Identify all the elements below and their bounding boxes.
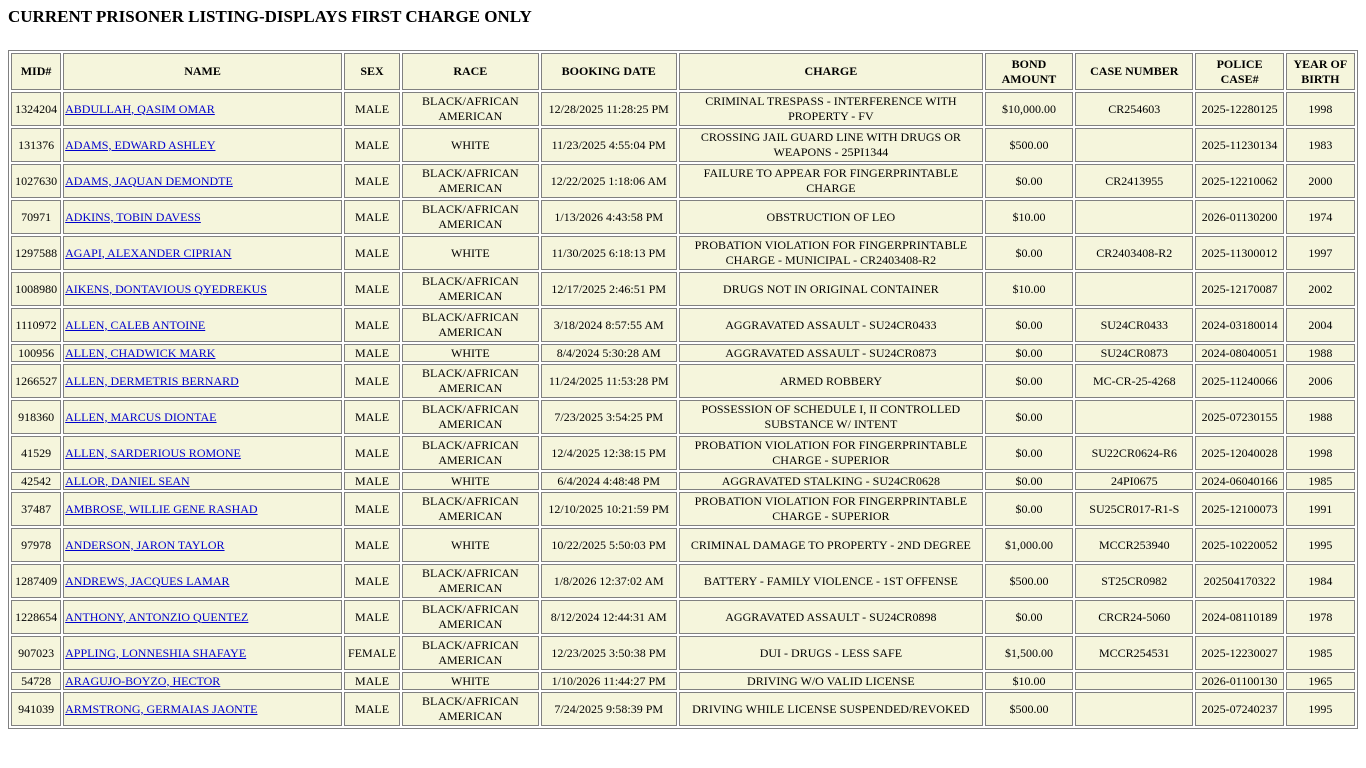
sex-cell: MALE: [344, 400, 400, 434]
prisoner-name-link[interactable]: ANDERSON, JARON TAYLOR: [65, 537, 225, 552]
case-number-cell: [1075, 692, 1193, 726]
race-cell: BLACK/AFRICAN AMERICAN: [402, 308, 538, 342]
prisoner-name-link[interactable]: ABDULLAH, QASIM OMAR: [65, 101, 215, 116]
prisoner-name-link[interactable]: ARAGUJO-BOYZO, HECTOR: [65, 673, 221, 688]
name-cell: [63, 564, 342, 598]
column-header-year-of-birth: YEAR OF BIRTH: [1286, 53, 1355, 90]
mid-cell: 37487: [11, 492, 61, 526]
charge-cell: DUI - DRUGS - LESS SAFE: [679, 636, 983, 670]
prisoner-name-link[interactable]: ALLEN, CALEB ANTOINE: [65, 317, 206, 332]
year-of-birth-cell: 1984: [1286, 564, 1355, 598]
charge-cell: BATTERY - FAMILY VIOLENCE - 1ST OFFENSE: [679, 564, 983, 598]
booking-date-cell: 12/22/2025 1:18:06 AM: [541, 164, 677, 198]
bond-amount-cell: $10,000.00: [985, 92, 1073, 126]
booking-date-cell: 7/23/2025 3:54:25 PM: [541, 400, 677, 434]
race-cell: BLACK/AFRICAN AMERICAN: [402, 272, 538, 306]
police-case-cell: 2025-12040028: [1195, 436, 1283, 470]
prisoner-name-link[interactable]: ANDREWS, JACQUES LAMAR: [65, 573, 230, 588]
name-cell: [63, 272, 342, 306]
police-case-cell: 202504170322: [1195, 564, 1283, 598]
race-cell: BLACK/AFRICAN AMERICAN: [402, 436, 538, 470]
case-number-cell: CR2413955: [1075, 164, 1193, 198]
prisoner-name-link[interactable]: ADAMS, EDWARD ASHLEY: [65, 137, 216, 152]
mid-cell: 941039: [11, 692, 61, 726]
table-row: [11, 200, 1355, 234]
police-case-cell: 2024-06040166: [1195, 472, 1283, 490]
column-header-booking-date: BOOKING DATE: [541, 53, 677, 90]
bond-amount-cell: $10.00: [985, 672, 1073, 690]
bond-amount-cell: $0.00: [985, 364, 1073, 398]
mid-cell: 1110972: [11, 308, 61, 342]
sex-cell: MALE: [344, 272, 400, 306]
table-row: [11, 308, 1355, 342]
name-cell: [63, 472, 342, 490]
table-row: [11, 128, 1355, 162]
race-cell: WHITE: [402, 344, 538, 362]
name-cell: [63, 308, 342, 342]
name-cell: [63, 528, 342, 562]
mid-cell: 97978: [11, 528, 61, 562]
name-cell: [63, 200, 342, 234]
booking-date-cell: 12/28/2025 11:28:25 PM: [541, 92, 677, 126]
police-case-cell: 2025-12230027: [1195, 636, 1283, 670]
booking-date-cell: 12/10/2025 10:21:59 PM: [541, 492, 677, 526]
bond-amount-cell: $1,000.00: [985, 528, 1073, 562]
charge-cell: POSSESSION OF SCHEDULE I, II CONTROLLED SUBSTANCE W/ INTENT: [679, 400, 983, 434]
name-cell: [63, 600, 342, 634]
year-of-birth-cell: 1998: [1286, 92, 1355, 126]
mid-cell: 42542: [11, 472, 61, 490]
sex-cell: MALE: [344, 364, 400, 398]
name-cell: [63, 164, 342, 198]
charge-cell: PROBATION VIOLATION FOR FINGERPRINTABLE CHARGE - SUPERIOR: [679, 492, 983, 526]
booking-date-cell: 6/4/2024 4:48:48 PM: [541, 472, 677, 490]
race-cell: BLACK/AFRICAN AMERICAN: [402, 600, 538, 634]
case-number-cell: [1075, 128, 1193, 162]
race-cell: BLACK/AFRICAN AMERICAN: [402, 564, 538, 598]
sex-cell: MALE: [344, 600, 400, 634]
charge-cell: DRIVING WHILE LICENSE SUSPENDED/REVOKED: [679, 692, 983, 726]
case-number-cell: SU24CR0433: [1075, 308, 1193, 342]
year-of-birth-cell: 2004: [1286, 308, 1355, 342]
case-number-cell: [1075, 672, 1193, 690]
column-header-sex: SEX: [344, 53, 400, 90]
prisoner-name-link[interactable]: ADAMS, JAQUAN DEMONDTE: [65, 173, 233, 188]
name-cell: [63, 400, 342, 434]
sex-cell: MALE: [344, 436, 400, 470]
case-number-cell: [1075, 400, 1193, 434]
year-of-birth-cell: 2000: [1286, 164, 1355, 198]
table-row: [11, 400, 1355, 434]
name-cell: [63, 692, 342, 726]
table-row: [11, 364, 1355, 398]
mid-cell: 41529: [11, 436, 61, 470]
booking-date-cell: 12/23/2025 3:50:38 PM: [541, 636, 677, 670]
sex-cell: MALE: [344, 564, 400, 598]
name-cell: [63, 672, 342, 690]
name-cell: [63, 636, 342, 670]
table-row: [11, 600, 1355, 634]
prisoner-name-link[interactable]: ALLEN, CHADWICK MARK: [65, 345, 216, 360]
charge-cell: OBSTRUCTION OF LEO: [679, 200, 983, 234]
case-number-cell: CRCR24-5060: [1075, 600, 1193, 634]
mid-cell: 1266527: [11, 364, 61, 398]
name-cell: [63, 344, 342, 362]
year-of-birth-cell: 2002: [1286, 272, 1355, 306]
race-cell: WHITE: [402, 236, 538, 270]
case-number-cell: [1075, 200, 1193, 234]
race-cell: BLACK/AFRICAN AMERICAN: [402, 364, 538, 398]
year-of-birth-cell: 1998: [1286, 436, 1355, 470]
year-of-birth-cell: 1978: [1286, 600, 1355, 634]
booking-date-cell: 11/23/2025 4:55:04 PM: [541, 128, 677, 162]
police-case-cell: 2024-08040051: [1195, 344, 1283, 362]
table-body: [11, 92, 1355, 726]
mid-cell: 131376: [11, 128, 61, 162]
prisoner-name-link[interactable]: AGAPI, ALEXANDER CIPRIAN: [65, 245, 232, 260]
race-cell: WHITE: [402, 472, 538, 490]
year-of-birth-cell: 1995: [1286, 528, 1355, 562]
booking-date-cell: 10/22/2025 5:50:03 PM: [541, 528, 677, 562]
table-row: [11, 672, 1355, 690]
year-of-birth-cell: 1988: [1286, 400, 1355, 434]
table-row: [11, 492, 1355, 526]
year-of-birth-cell: 1983: [1286, 128, 1355, 162]
sex-cell: MALE: [344, 236, 400, 270]
prisoner-name-link[interactable]: ALLOR, DANIEL SEAN: [65, 473, 190, 488]
table-row: [11, 436, 1355, 470]
bond-amount-cell: $500.00: [985, 564, 1073, 598]
sex-cell: MALE: [344, 672, 400, 690]
name-cell: [63, 492, 342, 526]
column-header-mid: MID#: [11, 53, 61, 90]
bond-amount-cell: $0.00: [985, 600, 1073, 634]
booking-date-cell: 11/24/2025 11:53:28 PM: [541, 364, 677, 398]
charge-cell: AGGRAVATED ASSAULT - SU24CR0433: [679, 308, 983, 342]
prisoner-name-link[interactable]: ANTHONY, ANTONZIO QUENTEZ: [65, 609, 249, 624]
booking-date-cell: 7/24/2025 9:58:39 PM: [541, 692, 677, 726]
prisoner-name-link[interactable]: AMBROSE, WILLIE GENE RASHAD: [65, 501, 258, 516]
race-cell: BLACK/AFRICAN AMERICAN: [402, 636, 538, 670]
booking-date-cell: 8/12/2024 12:44:31 AM: [541, 600, 677, 634]
bond-amount-cell: $0.00: [985, 344, 1073, 362]
prisoner-name-link[interactable]: ALLEN, SARDERIOUS ROMONE: [65, 445, 241, 460]
bond-amount-cell: $0.00: [985, 236, 1073, 270]
table-header-row: [11, 53, 1355, 90]
sex-cell: MALE: [344, 128, 400, 162]
table-row: [11, 92, 1355, 126]
police-case-cell: 2025-10220052: [1195, 528, 1283, 562]
table-row: [11, 564, 1355, 598]
police-case-cell: 2025-11240066: [1195, 364, 1283, 398]
case-number-cell: SU22CR0624-R6: [1075, 436, 1193, 470]
race-cell: WHITE: [402, 528, 538, 562]
prisoner-name-link[interactable]: ADKINS, TOBIN DAVESS: [65, 209, 201, 224]
name-cell: [63, 92, 342, 126]
table-row: [11, 344, 1355, 362]
table-row: [11, 272, 1355, 306]
page-title: CURRENT PRISONER LISTING-DISPLAYS FIRST CHARGE ONLY: [8, 7, 532, 26]
charge-cell: AGGRAVATED STALKING - SU24CR0628: [679, 472, 983, 490]
case-number-cell: MCCR254531: [1075, 636, 1193, 670]
charge-cell: PROBATION VIOLATION FOR FINGERPRINTABLE CHARGE - MUNICIPAL - CR2403408-R2: [679, 236, 983, 270]
table-row: [11, 528, 1355, 562]
case-number-cell: MCCR253940: [1075, 528, 1193, 562]
charge-cell: DRIVING W/O VALID LICENSE: [679, 672, 983, 690]
mid-cell: 1287409: [11, 564, 61, 598]
sex-cell: MALE: [344, 492, 400, 526]
police-case-cell: 2025-12100073: [1195, 492, 1283, 526]
sex-cell: MALE: [344, 692, 400, 726]
bond-amount-cell: $0.00: [985, 492, 1073, 526]
case-number-cell: MC-CR-25-4268: [1075, 364, 1193, 398]
mid-cell: 1324204: [11, 92, 61, 126]
name-cell: [63, 436, 342, 470]
name-cell: [63, 236, 342, 270]
table-row: [11, 692, 1355, 726]
charge-cell: CRIMINAL DAMAGE TO PROPERTY - 2ND DEGREE: [679, 528, 983, 562]
charge-cell: CRIMINAL TRESPASS - INTERFERENCE WITH PROPERTY - FV: [679, 92, 983, 126]
year-of-birth-cell: 1995: [1286, 692, 1355, 726]
police-case-cell: 2025-11230134: [1195, 128, 1283, 162]
police-case-cell: 2024-03180014: [1195, 308, 1283, 342]
police-case-cell: 2025-11300012: [1195, 236, 1283, 270]
police-case-cell: 2024-08110189: [1195, 600, 1283, 634]
booking-date-cell: 12/4/2025 12:38:15 PM: [541, 436, 677, 470]
column-header-police-case: POLICE CASE#: [1195, 53, 1283, 90]
sex-cell: MALE: [344, 472, 400, 490]
race-cell: BLACK/AFRICAN AMERICAN: [402, 200, 538, 234]
charge-cell: AGGRAVATED ASSAULT - SU24CR0898: [679, 600, 983, 634]
case-number-cell: ST25CR0982: [1075, 564, 1193, 598]
race-cell: BLACK/AFRICAN AMERICAN: [402, 92, 538, 126]
police-case-cell: 2026-01130200: [1195, 200, 1283, 234]
race-cell: BLACK/AFRICAN AMERICAN: [402, 692, 538, 726]
table-row: [11, 472, 1355, 490]
bond-amount-cell: $0.00: [985, 164, 1073, 198]
mid-cell: 1297588: [11, 236, 61, 270]
bond-amount-cell: $0.00: [985, 308, 1073, 342]
column-header-name: NAME: [63, 53, 342, 90]
mid-cell: 1228654: [11, 600, 61, 634]
sex-cell: MALE: [344, 200, 400, 234]
booking-date-cell: 1/8/2026 12:37:02 AM: [541, 564, 677, 598]
bond-amount-cell: $500.00: [985, 128, 1073, 162]
prisoner-name-link[interactable]: APPLING, LONNESHIA SHAFAYE: [65, 645, 247, 660]
sex-cell: MALE: [344, 344, 400, 362]
name-cell: [63, 128, 342, 162]
police-case-cell: 2025-07240237: [1195, 692, 1283, 726]
year-of-birth-cell: 1997: [1286, 236, 1355, 270]
mid-cell: 918360: [11, 400, 61, 434]
table-row: [11, 236, 1355, 270]
bond-amount-cell: $10.00: [985, 272, 1073, 306]
sex-cell: MALE: [344, 164, 400, 198]
case-number-cell: SU25CR017-R1-S: [1075, 492, 1193, 526]
prisoner-name-link[interactable]: ARMSTRONG, GERMAIAS JAONTE: [65, 701, 258, 716]
bond-amount-cell: $0.00: [985, 400, 1073, 434]
column-header-race: RACE: [402, 53, 538, 90]
column-header-case-number: CASE NUMBER: [1075, 53, 1193, 90]
police-case-cell: 2026-01100130: [1195, 672, 1283, 690]
year-of-birth-cell: 1985: [1286, 472, 1355, 490]
mid-cell: 907023: [11, 636, 61, 670]
table-row: [11, 636, 1355, 670]
year-of-birth-cell: 1991: [1286, 492, 1355, 526]
year-of-birth-cell: 2006: [1286, 364, 1355, 398]
booking-date-cell: 1/10/2026 11:44:27 PM: [541, 672, 677, 690]
case-number-cell: [1075, 272, 1193, 306]
mid-cell: 1027630: [11, 164, 61, 198]
charge-cell: ARMED ROBBERY: [679, 364, 983, 398]
case-number-cell: SU24CR0873: [1075, 344, 1193, 362]
police-case-cell: 2025-12280125: [1195, 92, 1283, 126]
bond-amount-cell: $10.00: [985, 200, 1073, 234]
sex-cell: MALE: [344, 92, 400, 126]
bond-amount-cell: $1,500.00: [985, 636, 1073, 670]
police-case-cell: 2025-12210062: [1195, 164, 1283, 198]
booking-date-cell: 1/13/2026 4:43:58 PM: [541, 200, 677, 234]
year-of-birth-cell: 1974: [1286, 200, 1355, 234]
race-cell: BLACK/AFRICAN AMERICAN: [402, 164, 538, 198]
case-number-cell: CR2403408-R2: [1075, 236, 1193, 270]
bond-amount-cell: $0.00: [985, 472, 1073, 490]
mid-cell: 70971: [11, 200, 61, 234]
bond-amount-cell: $0.00: [985, 436, 1073, 470]
prisoner-table: [8, 50, 1358, 729]
charge-cell: FAILURE TO APPEAR FOR FINGERPRINTABLE CHARGE: [679, 164, 983, 198]
prisoner-name-link[interactable]: ALLEN, DERMETRIS BERNARD: [65, 373, 239, 388]
year-of-birth-cell: 1965: [1286, 672, 1355, 690]
charge-cell: PROBATION VIOLATION FOR FINGERPRINTABLE CHARGE - SUPERIOR: [679, 436, 983, 470]
column-header-bond-amount: BOND AMOUNT: [985, 53, 1073, 90]
race-cell: WHITE: [402, 672, 538, 690]
booking-date-cell: 11/30/2025 6:18:13 PM: [541, 236, 677, 270]
booking-date-cell: 3/18/2024 8:57:55 AM: [541, 308, 677, 342]
race-cell: BLACK/AFRICAN AMERICAN: [402, 492, 538, 526]
race-cell: WHITE: [402, 128, 538, 162]
table-row: [11, 164, 1355, 198]
year-of-birth-cell: 1985: [1286, 636, 1355, 670]
sex-cell: MALE: [344, 308, 400, 342]
column-header-charge: CHARGE: [679, 53, 983, 90]
mid-cell: 1008980: [11, 272, 61, 306]
booking-date-cell: 12/17/2025 2:46:51 PM: [541, 272, 677, 306]
prisoner-name-link[interactable]: ALLEN, MARCUS DIONTAE: [65, 409, 217, 424]
sex-cell: FEMALE: [344, 636, 400, 670]
charge-cell: CROSSING JAIL GUARD LINE WITH DRUGS OR WEAPONS - 25PI1344: [679, 128, 983, 162]
prisoner-name-link[interactable]: AIKENS, DONTAVIOUS QYEDREKUS: [65, 281, 267, 296]
sex-cell: MALE: [344, 528, 400, 562]
mid-cell: 54728: [11, 672, 61, 690]
bond-amount-cell: $500.00: [985, 692, 1073, 726]
race-cell: BLACK/AFRICAN AMERICAN: [402, 400, 538, 434]
mid-cell: 100956: [11, 344, 61, 362]
police-case-cell: 2025-12170087: [1195, 272, 1283, 306]
police-case-cell: 2025-07230155: [1195, 400, 1283, 434]
name-cell: [63, 364, 342, 398]
booking-date-cell: 8/4/2024 5:30:28 AM: [541, 344, 677, 362]
case-number-cell: 24PI0675: [1075, 472, 1193, 490]
charge-cell: DRUGS NOT IN ORIGINAL CONTAINER: [679, 272, 983, 306]
charge-cell: AGGRAVATED ASSAULT - SU24CR0873: [679, 344, 983, 362]
case-number-cell: CR254603: [1075, 92, 1193, 126]
year-of-birth-cell: 1988: [1286, 344, 1355, 362]
